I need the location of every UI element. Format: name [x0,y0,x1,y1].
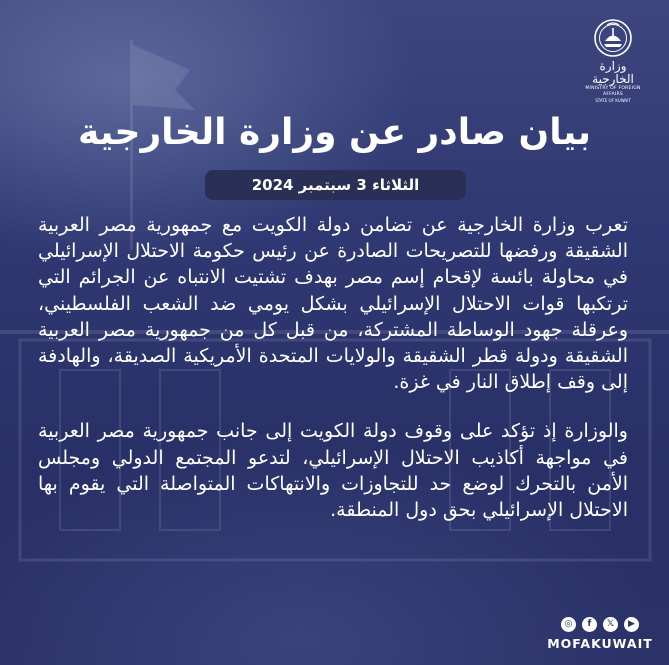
facebook-icon[interactable]: f [582,617,597,632]
social-handle: MOFAKUWAIT [547,636,653,651]
statement-paragraph-1: تعرب وزارة الخارجية عن تضامن دولة الكويت مع جمهورية مصر العربية الشقيقة ورفضها للتصريحات الصادرة عن رئيس حكومة الاحتلال الإسرائيلي في محاولة بائسة لإقحام إسم مصر بهدف تشتيت الانتباه عن الجرائم التي ترتكبها قوات الاحتلال الإسرائيلي بشكل يومي ضد الشعب الفلسطيني، وعرقلة جهود الوساطة المشتركة، من قبل كل من جمهورية مصر العربية الشقيقة ودولة قطر الشقيقة والولايات المتحدة الأمريكية الصديقة، والهادفة إلى وقف إطلاق النار في غزة. [38,214,628,394]
ministry-logo [581,18,645,103]
emblem-icon [593,18,633,58]
statement-body [38,212,628,523]
date-badge: الثلاثاء 3 سبتمبر 2024 [205,170,466,200]
logo-english-text: MINISTRY OF FOREIGN AFFAIRS [585,86,641,97]
youtube-icon[interactable]: ▶ [624,617,639,632]
social-footer [545,617,655,651]
statement-title: بيان صادر عن وزارة الخارجية [77,112,592,153]
instagram-icon[interactable]: ◎ [561,617,576,632]
x-icon[interactable]: 𝕏 [603,617,618,632]
logo-arabic-text: وزارة الخارجية [592,59,634,86]
social-icons [545,617,655,632]
logo-state-text: STATE OF KUWAIT [595,98,631,103]
statement-paragraph-2: والوزارة إذ تؤكد على وقوف دولة الكويت إلى جانب جمهورية مصر العربية في مواجهة أكاذيب الاحتلال الإسرائيلي، لتدعو المجتمع الدولي ومجلس الأمن بالتحرك لوضع حد للتجاوزات والانتهاكات المتواصلة التي يقوم بها الاحتلال الإسرائيلي بحق دول المنطقة. [38,420,628,522]
